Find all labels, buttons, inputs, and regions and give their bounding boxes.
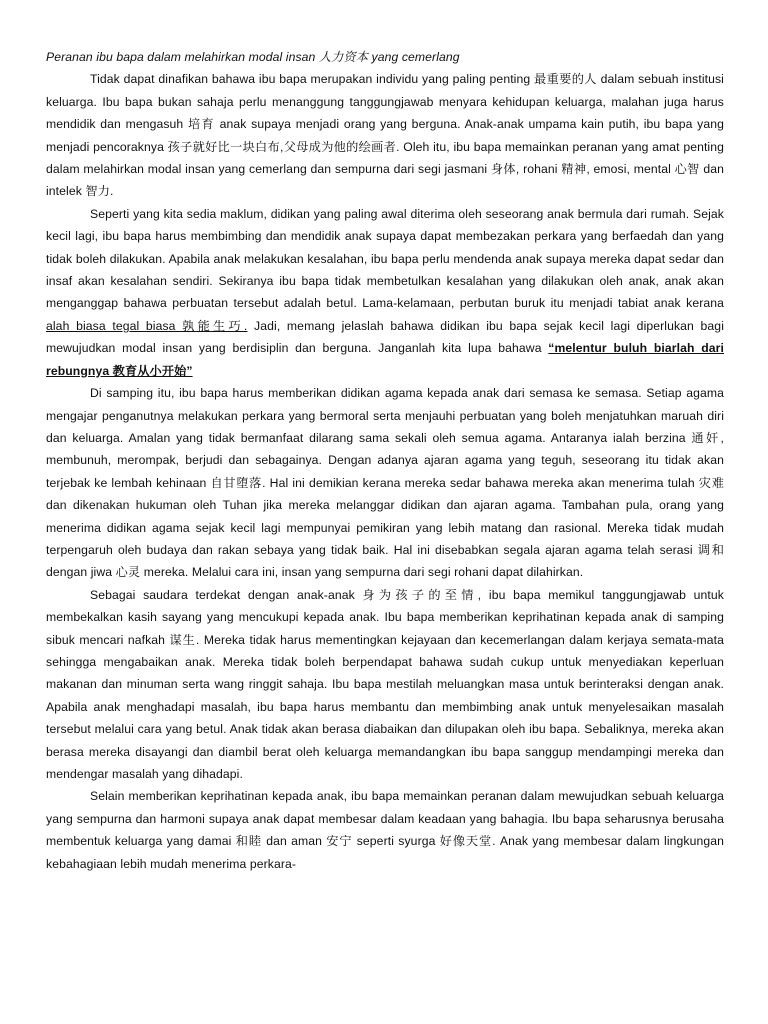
paragraph-3 — [46, 382, 724, 584]
paragraph-2 — [46, 203, 724, 382]
paragraph-5 — [46, 785, 724, 875]
paragraph-4 — [46, 584, 724, 786]
paragraph-text: Di samping itu, ibu bapa harus memberikan didikan agama kepada anak dari semasa ke semasa. Setiap agama mengajar penganutnya melakukan perkara yang bermoral serta menjauhi perbuatan yang boleh menjatuhkan maruah diri dan keluarga. Amalan yang tidak bermanfaat dilarang sama sekali oleh semua agama. Antaranya ialah berzina 通奸, membunuh, merompak, berjudi dan sebagainya. Dengan adanya ajaran agama yang teguh, seseorang itu tidak akan terjebak ke lembah kehinaan 自甘堕落. Hal ini demikian kerana mereka sedar bahawa mereka akan menerima tulah 灾难 dan dikenakan hukuman oleh Tuhan jika mereka melanggar didikan dan ajaran agama. Tambahan pula, orang yang menerima didikan agama sejak kecil lagi mempunyai pemikiran yang lebih matang dan rasional. Mereka tidak mudah terpengaruh oleh budaya dan rakan sebaya yang tidak baik. Hal ini disebabkan segala ajaran agama telah serasi 调和 dengan jiwa 心灵 mereka. Melalui cara ini, insan yang sempurna dari segi rohani dapat dilahirkan. — [46, 386, 724, 580]
paragraph-text: Tidak dapat dinafikan bahawa ibu bapa merupakan individu yang paling penting 最重要的人 dalam sebuah institusi keluarga. Ibu bapa bukan sahaja perlu menanggung tanggungjawab menyara kehidupan keluarga, malahan juga harus mendidik dan mengasuh 培育 anak supaya menjadi orang yang berguna. Anak-anak umpama kain putih, ibu bapa yang menjadi pencoraknya 孩子就好比一块白布,父母成为他的绘画者. Oleh itu, ibu bapa memainkan peranan yang amat penting dalam melahirkan modal insan yang cemerlang dan sempurna dari segi jasmani 身体, rohani 精神, emosi, mental 心智 dan intelek 智力. — [46, 72, 724, 199]
paragraph-text: Sebagai saudara terdekat dengan anak-anak 身为孩子的至情, ibu bapa memikul tanggungjawab untuk membekalkan kasih sayang yang mencukupi kepada anak. Ibu bapa memberikan keprihatinan kepada anak di samping sibuk mencari nafkah 谋生. Mereka tidak harus mementingkan kejayaan dan kecemerlangan dalam kerjaya semata-mata sehingga mengabaikan anak. Mereka tidak boleh berpendapat bahawa sudah cukup untuk menyediakan keperluan makanan dan minuman serta wang ringgit sahaja. Ibu bapa mestilah meluangkan masa untuk berinteraksi dengan anak. Apabila anak menghadapi masalah, ibu bapa harus membantu dan membimbing anak untuk menyelesaikan masalah tersebut melalui cara yang betul. Anak tidak akan berasa diabaikan dan dilupakan oleh ibu bapa. Sebaliknya, mereka akan berasa mereka disayangi dan diambil berat oleh keluarga memandangkan ibu bapa sanggup mendampingi mereka dan mendengar masalah yang dihadapi. — [46, 587, 724, 781]
document-title: Peranan ibu bapa dalam melahirkan modal insan 人力资本 yang cemerlang — [46, 50, 460, 64]
paragraph-text: Selain memberikan keprihatinan kepada anak, ibu bapa memainkan peranan dalam mewujudkan sebuah keluarga yang sempurna dan harmoni supaya anak dapat membesar dalam keadaan yang bahagia. Ibu bapa seharusnya berusaha membentuk keluarga yang damai 和睦 dan aman 安宁 seperti syurga 好像天堂. Anak yang membesar dalam lingkungan kebahagiaan lebih mudah menerima perkara- — [46, 789, 724, 871]
paragraph-1 — [46, 68, 724, 202]
underlined-proverb-quote: “melentur buluh biarlah dari rebungnya 教育从小开始” — [46, 341, 725, 378]
document-page — [46, 46, 724, 875]
paragraph-text: Seperti yang kita sedia maklum, didikan yang paling awal diterima oleh seseorang anak bermula dari rumah. Sejak kecil lagi, ibu bapa harus membimbing dan mendidik anak supaya dapat membezakan perkara yang berfaedah dan yang tidak boleh dilakukan. Apabila anak melakukan kesalahan, ibu bapa perlu mendenda anak supaya mereka dapat sedar dan insaf akan kesalahan sendiri. Sekiranya ibu bapa tidak membetulkan kesalahan yang dilakukan oleh anak, anak akan menganggap bahawa perbuatan tersebut adalah betul. Lama-kelamaan, perbutan buruk itu menjadi tabiat anak kerana — [46, 206, 724, 311]
paragraph-text: Jadi, memang jelaslah bahawa didikan ibu bapa sejak kecil lagi diperlukan bagi mewujudkan modal insan yang berdisiplin dan berguna. Janganlah kita lupa bahawa — [46, 318, 724, 356]
underlined-proverb: alah biasa tegal biasa 孰能生巧. — [46, 318, 248, 333]
